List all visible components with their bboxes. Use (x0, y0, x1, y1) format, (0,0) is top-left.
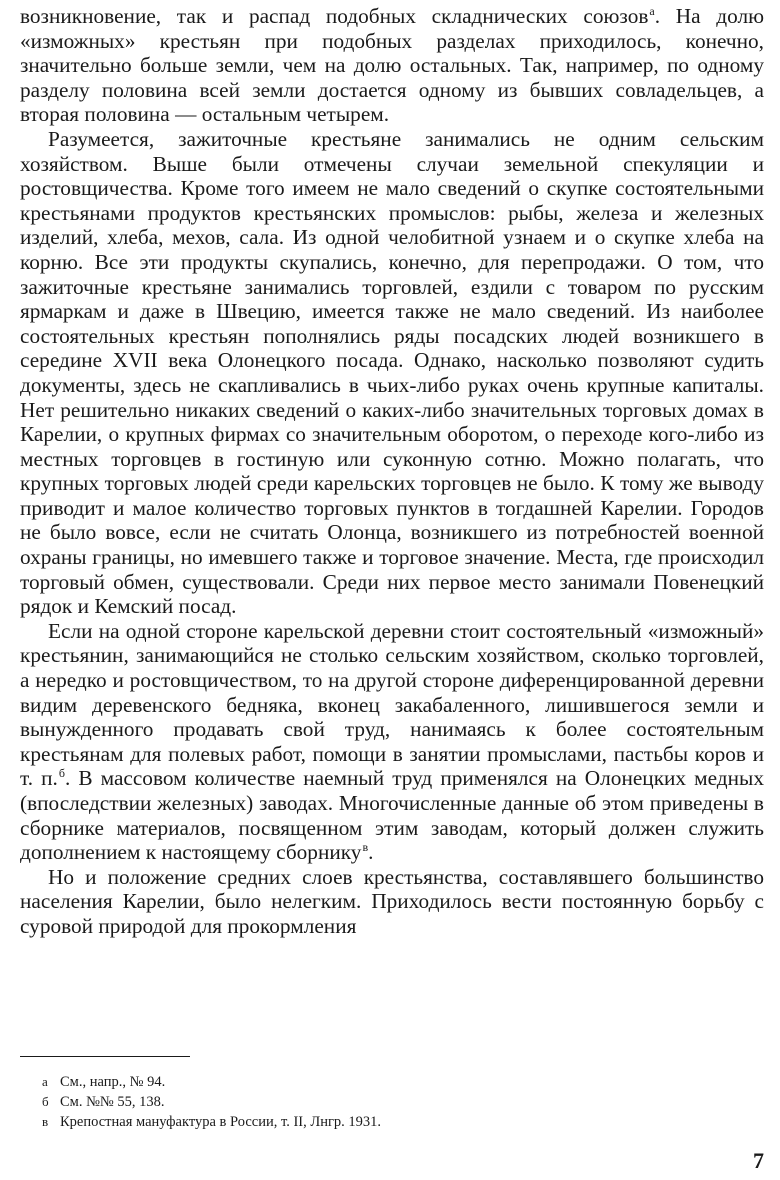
text-run: Разумеется, зажиточные крестьяне занимались не одним сельским хозяйством. Выше были отмечены случаи земельной спекуляции и ростовщичества. Кроме того имеем не мало сведений о скупке состоятельными крестьянами продуктов крестьянских промыслов: рыбы, железа и железных изделий, хлеба, мехов, сала. Из одной челобитной узнаем и о скупке хлеба на корню. Все эти продукты скупались, конечно, для перепродажи. О том, что зажиточные крестьяне занимались торговлей, ездили с товаром по русским ярмаркам и даже в Швецию, имеется также не мало сведений. Из наиболее состоятельных крестьян пополнялись ряды посадских людей возникшего в середине XVII века Олонецкого посада. Однако, насколько позволяют судить документы, здесь не скапливались в чьих-либо руках очень крупные капиталы. Нет решительно никаких сведений о каких-либо значительных торговых домах в Карелии, о крупных фирмах со значительным оборотом, о переходе кого-либо из местных торговцев в гостиную или суконную сотню. Можно полагать, что крупных торговых людей среди карельских торговцев не было. К тому же выводу приводит и малое количество торговых пунктов в тогдашней Карелии. Городов не было вовсе, если не считать Олонца, возникшего из потребностей военной охраны границы, но имевшего также и торговое значение. Места, где происходил торговый обмен, существовали. Среди них первое место занимали Повенецкий рядок и Кемский посад. (20, 126, 764, 619)
footnote-mark: б (42, 1094, 49, 1109)
footnote-reference: б (58, 766, 65, 781)
footnote-text: См., напр., № 94. (60, 1074, 166, 1090)
footnotes (42, 1072, 742, 1132)
footnote-reference: в (362, 840, 369, 855)
text-run: Но и положение средних слоев крестьянства, составлявшего большинство населения Карелии, было нелегким. Приходилось вести постоянную борьбу с суровой природой для прокормления (20, 864, 764, 938)
page-number: 7 (753, 1148, 764, 1173)
footnote-text: См. №№ 55, 138. (60, 1094, 165, 1110)
text-run: Если на одной стороне карельской деревни стоит состоятельный «изможный» крестьянин, занимающийся не столько сельским хозяйством, сколько торговлей, а нередко и ростовщичеством, то на другой стороне диференцированной деревни видим деревенского бедняка, вконец закабаленного, лишившегося земли и вынужденного продавать свой труд, нанимаясь к более состоятельным крестьянам для полевых работ, помощи в занятии промыслами, пастьбы коров и т. п. (20, 618, 764, 791)
paragraph-1 (20, 4, 764, 127)
paragraph-4 (20, 865, 764, 939)
footnote-item (42, 1112, 742, 1132)
footnote-item (42, 1092, 742, 1112)
footnote-item (42, 1072, 742, 1092)
main-text (20, 4, 764, 939)
paragraph-3 (20, 619, 764, 865)
footnote-mark: а (42, 1074, 48, 1089)
text-run: . На долю «изможных» крестьян при подобных разделах приходилось, конечно, значительно больше земли, чем на долю остальных. Так, например, по одному разделу половина всей земли достается одному из бывших совладельцев, а вторая половина — остальным четырем. (20, 4, 765, 127)
footnote-mark: в (42, 1114, 49, 1129)
footnote-separator (20, 1056, 190, 1057)
paragraph-2 (20, 127, 764, 619)
text-run: . (368, 840, 374, 865)
footnote-text: Крепостная мануфактура в России, т. II, Лнгр. 1931. (60, 1114, 382, 1130)
footnote-reference: а (649, 4, 655, 18)
text-run: . В массовом количестве наемный труд применялся на Олонецких медных (впоследствии железных) заводах. Многочисленные данные об этом приведены в сборнике материалов, посвященном этим заводам, который должен служить дополнением к настоящему сборнику (20, 766, 764, 865)
text-run: возникновение, так и распад подобных складнических союзов (20, 4, 649, 28)
